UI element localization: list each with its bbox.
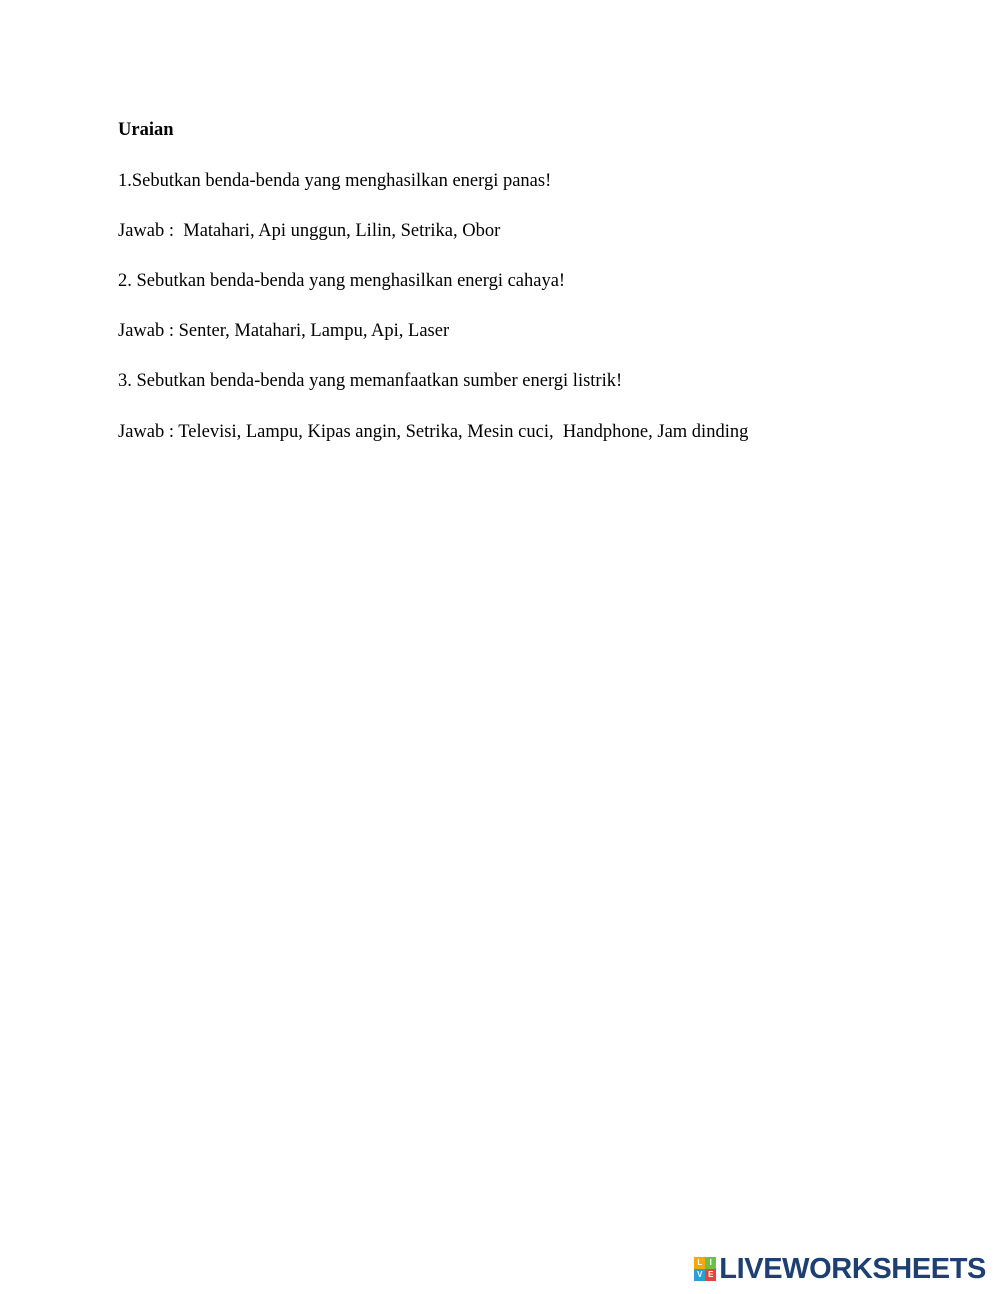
- logo-tile-i: I: [705, 1257, 716, 1269]
- logo-tile-l: L: [694, 1257, 705, 1269]
- question-1: 1.Sebutkan benda-benda yang menghasilkan energi panas!: [118, 171, 552, 191]
- answer-2: Jawab : Senter, Matahari, Lampu, Api, Laser: [118, 321, 450, 341]
- answer-3: Jawab : Televisi, Lampu, Kipas angin, Setrika, Mesin cuci, Handphone, Jam dinding: [118, 422, 749, 442]
- section-heading: Uraian: [118, 120, 174, 140]
- liveworksheets-logo-text: LIVEWORKSHEETS: [719, 1253, 986, 1285]
- answer-1: Jawab : Matahari, Api unggun, Lilin, Setrika, Obor: [118, 221, 501, 241]
- liveworksheets-logo-icon: [694, 1257, 716, 1281]
- logo-tile-e: E: [705, 1269, 716, 1281]
- logo-tile-v: V: [694, 1269, 705, 1281]
- question-2: 2. Sebutkan benda-benda yang menghasilkan energi cahaya!: [118, 271, 566, 291]
- question-3: 3. Sebutkan benda-benda yang memanfaatkan sumber energi listrik!: [118, 371, 623, 391]
- liveworksheets-logo: [694, 1254, 986, 1284]
